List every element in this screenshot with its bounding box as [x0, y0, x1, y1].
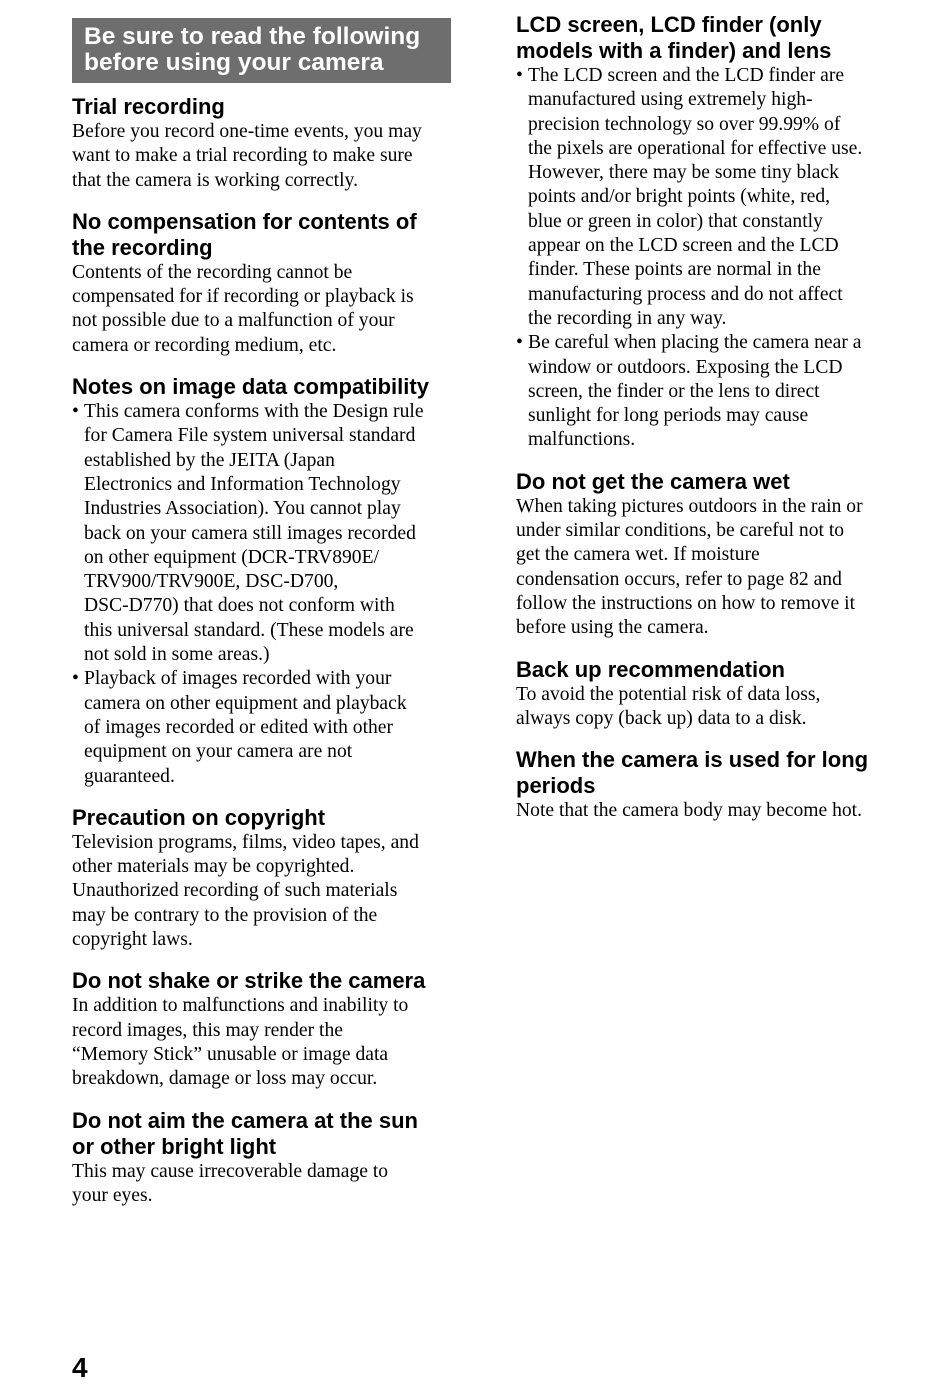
section-body: Before you record one-time events, you may want to make a trial recording to make sure that the camera is working correctly.: [72, 121, 422, 191]
bullet-item: [72, 667, 452, 788]
bullet-marker: •: [72, 668, 79, 690]
section-heading: Do not aim the camera at the sun or other bright light: [72, 1107, 418, 1159]
bullet-item: [516, 331, 896, 452]
section-precaution-copyright: [72, 805, 452, 952]
bullet-text: The LCD screen and the LCD finder are manufactured using extremely high- precision technology so over 99.99% of the pixels are operational for effective use. However, there may be some tiny black points and/or bright points (white, red, blue or green in color) that constantly appear on the LCD screen and the LCD finder. These points are normal in the manufacturing process and do not affect the recording in any way.: [528, 65, 863, 329]
section-heading: Precaution on copyright: [72, 804, 326, 830]
section-body: Contents of the recording cannot be compensated for if recording or playback is not possible due to a malfunction of your camera or recording medium, etc.: [72, 261, 414, 356]
bullet-text: This camera conforms with the Design rule for Camera File system universal standard established by the JEITA (Japan Electronics and Information Technology Industries Association). You cannot play back on your camera still images recorded on other equipment (DCR-TRV890E/ TRV900/TRV900E, DSC-D700, DSC-D770) that does not conform with this universal standard. (These models are not sold in some areas.): [84, 401, 424, 666]
section-trial-recording: [72, 94, 452, 193]
bullet-item: [72, 400, 452, 667]
section-body: To avoid the potential risk of data loss, always copy (back up) data to a disk.: [516, 683, 821, 729]
left-column: [72, 0, 452, 1208]
bullet-item: [516, 64, 896, 331]
section-heading: Do not get the camera wet: [516, 468, 790, 494]
bullet-marker: •: [516, 65, 523, 86]
bullet-text: Playback of images recorded with your camera on other equipment and playback of images recorded or edited with other equipment on your camera are not guaranteed.: [84, 668, 407, 787]
section-body: When taking pictures outdoors in the rain or under similar conditions, be careful not to get the camera wet. If moisture condensation occurs, refer to page 82 and follow the instructions on how to remove it before using the camera.: [516, 495, 863, 639]
bullet-list: [72, 400, 452, 789]
section-do-not-shake: [72, 968, 452, 1091]
bullet-marker: •: [72, 401, 79, 423]
bullet-list: [516, 64, 896, 453]
section-heading: Trial recording: [72, 94, 225, 119]
section-body: This may cause irrecoverable damage to your eyes.: [72, 1160, 389, 1206]
section-heading: Back up recommendation: [516, 656, 785, 682]
right-column: [516, 0, 896, 823]
page-number: 4: [72, 1352, 88, 1383]
section-heading: Do not shake or strike the camera: [72, 968, 426, 994]
section-long-periods: [516, 747, 896, 823]
section-heading: Notes on image data compatibility: [72, 374, 429, 400]
section-image-data-compatibility: [72, 374, 452, 789]
section-heading: LCD screen, LCD finder (only models with a finder) and lens: [516, 12, 832, 63]
section-body: Note that the camera body may become hot.: [516, 800, 863, 822]
section-heading: When the camera is used for long periods: [516, 747, 869, 799]
notice-banner: Be sure to read the following before using your camera: [72, 18, 451, 83]
bullet-marker: •: [516, 332, 523, 354]
section-lcd-screen: [516, 12, 896, 453]
section-body: Television programs, films, video tapes, and other materials may be copyrighted. Unauthorized recording of such materials may be contrary to the provision of the copyright laws.: [72, 831, 419, 951]
bullet-text: Be careful when placing the camera near a window or outdoors. Exposing the LCD screen, the finder or the lens to direct sunlight for long periods may cause malfunctions.: [528, 332, 862, 451]
section-do-not-aim-sun: [72, 1108, 452, 1209]
section-back-up: [516, 657, 896, 732]
section-no-compensation: [72, 209, 452, 358]
section-body: In addition to malfunctions and inability to record images, this may render the “Memory Stick” unusable or image data breakdown, damage or loss may occur.: [72, 995, 409, 1090]
section-heading: No compensation for contents of the recording: [72, 208, 417, 260]
section-do-not-get-wet: [516, 469, 896, 641]
